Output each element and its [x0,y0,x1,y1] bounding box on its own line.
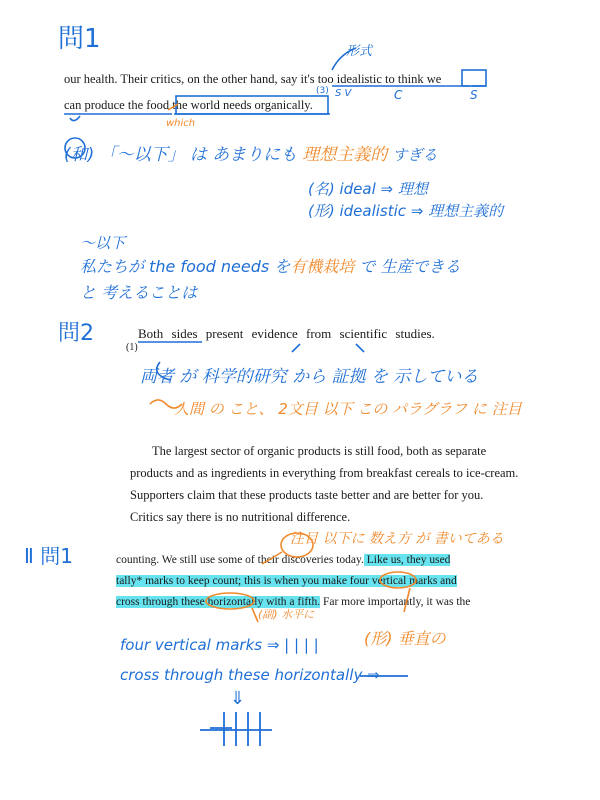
answer-quote: 〜以下」 [116,145,185,165]
answer-end: すぎる [392,146,438,164]
explain-line-1: four vertical marks ⇒ | | | | [120,636,319,654]
passage-line-3: Supporters claim that these products taste better and are better for you. [130,488,484,502]
below-text-a: 私たちが the food needs を [80,257,291,276]
s2-line-2-a: tally [116,575,137,587]
question-1-label: 問1 [58,24,101,54]
tally-illustration [200,676,408,746]
note-ideal: (名) ideal ⇒ 理想 [308,180,428,198]
s2-line-3-b: Far more importantly, it was the [320,596,471,608]
q2-sentence: Both sides present evidence from scientific studies. [138,326,435,341]
s2-line-1-b: Like us, they used [363,554,451,566]
q1-line-1: our health. Their critics, on the other hand, say it's too idealistic to think we [64,72,442,86]
passage-line-2: products and as ingredients in everything from breakfast cereals to ice-cream. [130,466,519,480]
keishiki-note: 形式 [346,44,373,59]
s2-line-1-a: counting. We still use some of their discoveries today. [116,554,364,566]
answer-prefix: (和) 「 [64,145,117,165]
s2-line-2 [116,575,457,587]
clause-number: (3) [316,86,329,96]
below-text-b: 有機栽培 [290,257,355,276]
s2-line-1 [116,554,450,566]
s2-line-3-a: cross through these horizontally with a fifth. [116,596,321,608]
s2-line-2-b: * marks to keep count; this is when you make four vertical marks and [136,575,457,587]
answer-middle: は あまりにも [189,145,298,165]
below-line-2: と 考えることは [80,283,198,302]
section-2-label: Ⅱ 問1 [24,544,73,568]
c-mark: C [394,88,403,102]
which-note: which [166,118,196,129]
note-idealistic: (形) idealistic ⇒ 理想主義的 [308,202,504,220]
q2-num: (1) [126,342,138,353]
question-2-label: 問2 [58,321,94,346]
q1-line-2: can produce the food the world needs organically. [64,98,313,112]
explain-line-2: cross through these horizontally ⇒ [120,666,380,684]
below-title: 〜以下 [80,234,126,252]
q1-answer-line [64,140,437,165]
passage-line-1: The largest sector of organic products is still food, both as separate [152,444,487,458]
note-suihei: (副) 水平に [258,608,315,621]
below-text-c: で 生産できる [354,257,461,276]
sv-mark: S V [335,88,352,99]
answer-highlight: 理想主義的 [302,145,388,165]
note-suichoku: (形) 垂直の [364,629,446,648]
q2-answer-b: 人間 の こと、 2文目 以下 この パラグラフ に 注目 [174,400,522,418]
below-line-1 [80,254,461,277]
q2-answer-a: 両者 が 科学的研究 から 証拠 を 示している [140,367,479,387]
arrow-down: ⇓ [230,688,246,709]
s-mark: S [470,88,478,102]
note-chuumoku: 注目 以下に 数え方 が 書いてある [290,531,504,547]
passage-line-4: Critics say there is no nutritional difference. [130,510,351,524]
